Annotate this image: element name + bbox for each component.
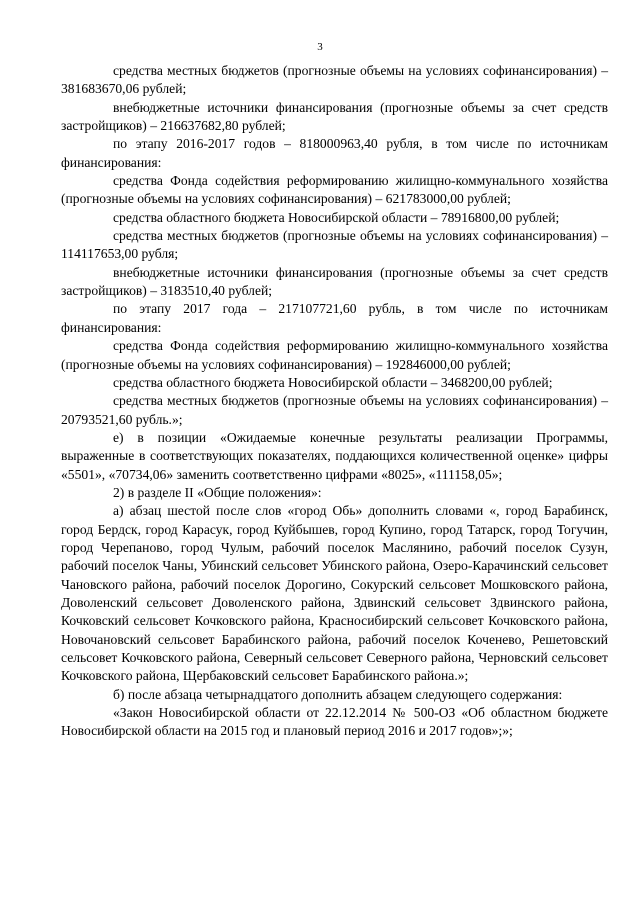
paragraph-extrabudgetary-2016: внебюджетные источники финансирования (прогнозные объемы за счет средств застройщиков) – 216637682,80 рублей; [61, 99, 608, 134]
paragraph-local-budgets-2016-2017: средства местных бюджетов (прогнозные объемы на условиях софинансирования) – 114117653,00 рубля; [61, 228, 608, 262]
paragraph-item-e-expected-results: е) в позиции «Ожидаемые конечные результаты реализации Программы, выраженные в соответствующих показателях, поддающихся количественной оценке» цифры «5501», «70734,06» заменить соответственно цифрами «8025», «111158,05»; [61, 429, 608, 482]
paragraph-law-citation: «Закон Новосибирской области от 22.12.2014 № 500-ОЗ «Об областном бюджете Новосибирской области на 2015 год и плановый период 2016 и 2017 годов»;»; [61, 705, 608, 739]
paragraph-stage-2017: по этапу 2017 года – 217107721,60 рубль, в том числе по источникам финансирования: [61, 301, 608, 335]
paragraph-section-2-heading: 2) в разделе II «Общие положения»: [113, 484, 322, 500]
paragraph-regional-budget-2017: средства областного бюджета Новосибирской области – 3468200,00 рублей; [113, 374, 553, 390]
paragraph-housing-fund-2016-2017: средства Фонда содействия реформированию жилищно-коммунального хозяйства (прогнозные объемы на условиях софинансирования) – 621783000,00 рублей; [61, 173, 608, 207]
document-body [61, 62, 608, 741]
paragraph-regional-budget-2016-2017: средства областного бюджета Новосибирской области – 78916800,00 рублей; [113, 209, 560, 225]
paragraph-local-budgets-2017: средства местных бюджетов (прогнозные объемы на условиях софинансирования) – 20793521,60 рубль.»; [61, 393, 608, 427]
paragraph-item-b-add-paragraph: б) после абзаца четырнадцатого дополнить абзацем следующего содержания: [113, 686, 563, 702]
paragraph-extrabudgetary-2016-2017: внебюджетные источники финансирования (прогнозные объемы за счет средств застройщиков) – 3183510,40 рублей; [61, 264, 608, 299]
page-number: 3 [317, 41, 323, 53]
paragraph-stage-2016-2017: по этапу 2016-2017 годов – 818000963,40 рубля, в том числе по источникам финансирования: [61, 136, 608, 170]
paragraph-item-a-city-list: а) абзац шестой после слов «город Обь» дополнить словами «, город Барабинск, город Бердск, город Карасук, город Куйбышев, город Купино, город Татарск, город Тогучин, город Черепаново, город Чулым, рабочий поселок Маслянино, рабочий поселок Сузун, рабочий поселок Чаны, Убинский сельсовет Убинского района, Озеро-Карачинский сельсовет Чановского района, рабочий поселок Дорогино, Сокурский сельсовет Мошковского района, Доволенский сельсовет Доволенского района, Здвинский сельсовет Здвинского района, Кочковский сельсовет Кочковского района, Красносибирский сельсовет Кочковского района, Новочановский сельсовет Барабинского района, рабочий поселок Коченево, Решетовский сельсовет Кочковского района, Северный сельсовет Северного района, Черновский сельсовет Кочковского района, Щербаковский сельсовет Барабинского района.»; [61, 503, 608, 684]
paragraph-local-budgets-2016: средства местных бюджетов (прогнозные объемы на условиях софинансирования) – 381683670,06 рублей; [61, 63, 608, 97]
paragraph-housing-fund-2017: средства Фонда содействия реформированию жилищно-коммунального хозяйства (прогнозные объемы на условиях софинансирования) – 192846000,00 рублей; [61, 338, 608, 372]
